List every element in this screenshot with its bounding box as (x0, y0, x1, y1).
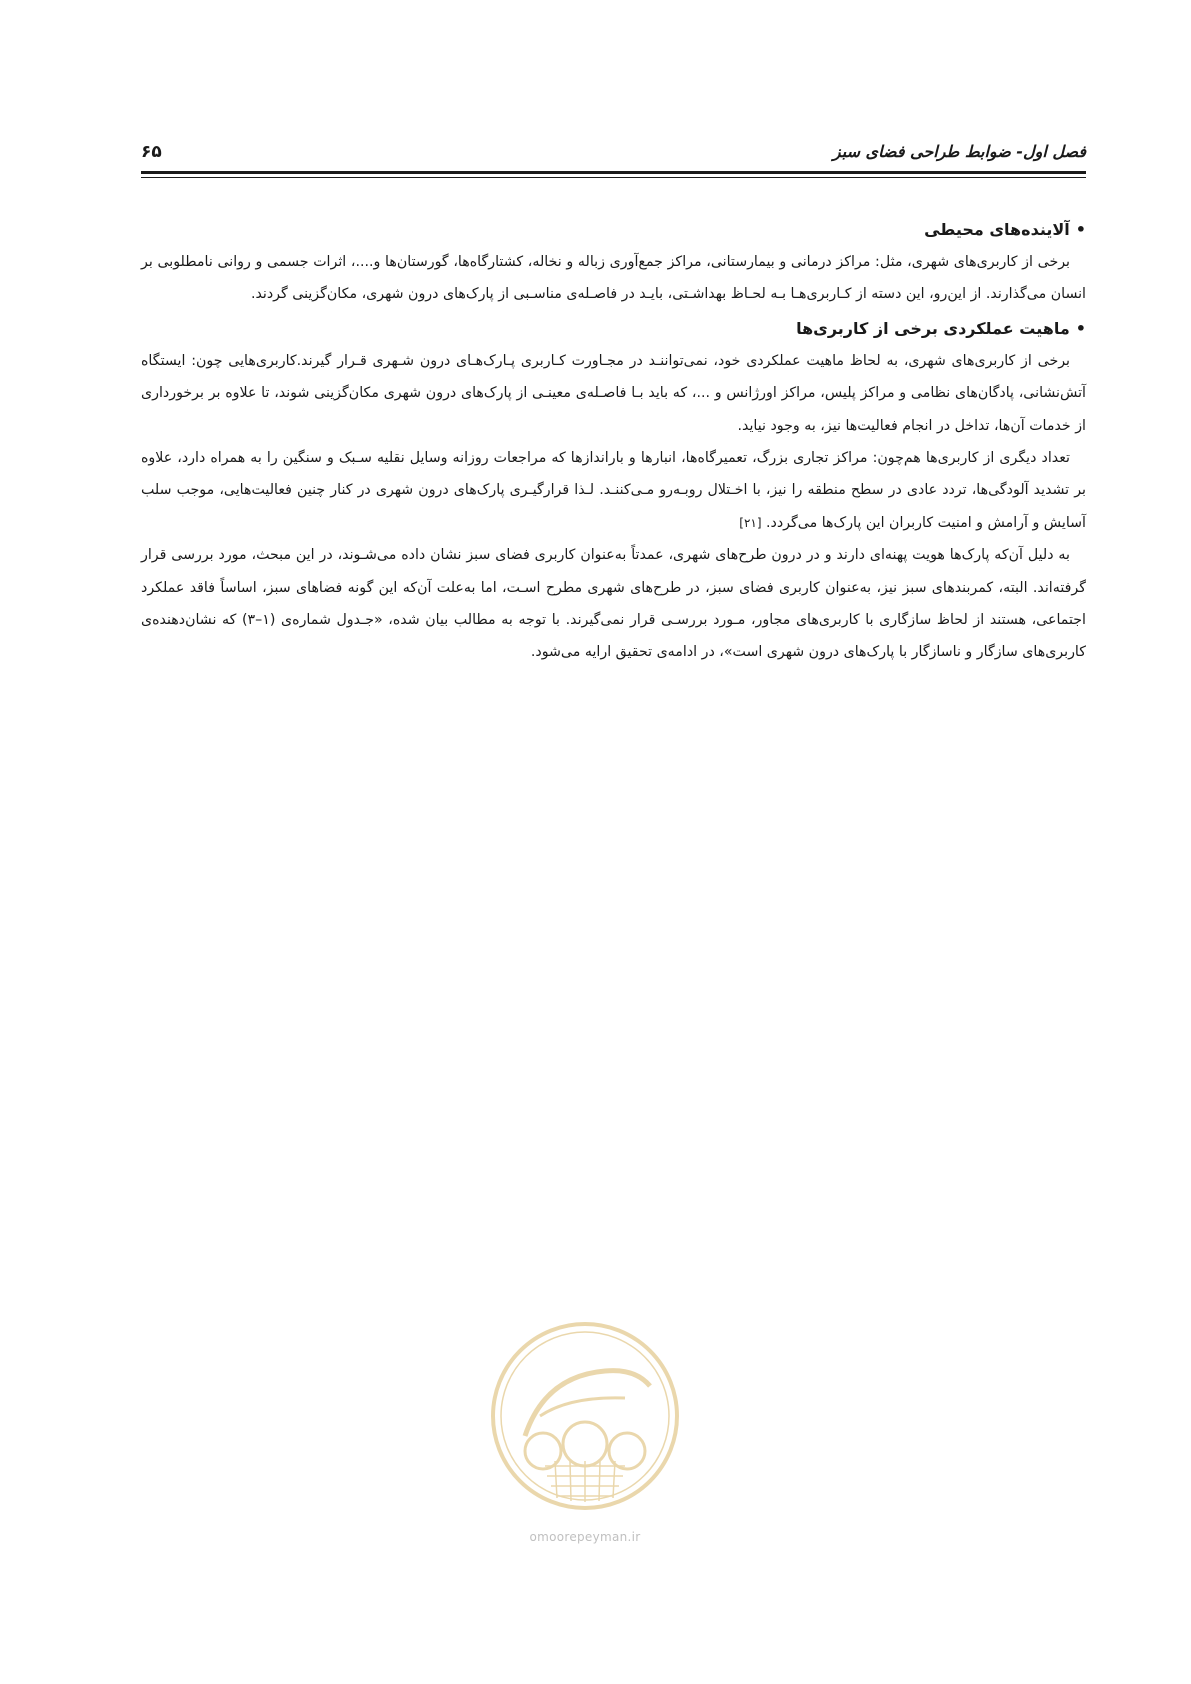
header-rule-thin (141, 177, 1086, 178)
header-rule-thick (141, 171, 1086, 174)
watermark-caption: omoorepeyman.ir (529, 1530, 641, 1544)
citation-reference: [۲۱] (739, 515, 762, 530)
omoorepeyman-logo-watermark (485, 1316, 685, 1516)
paragraph-text: تعداد دیگری از کاربری‌ها هم‌چون: مراکز تجاری بزرگ، تعمیرگاه‌ها، انبارها و باراندازها که مراجعات روزانه وسایل نقلیه سـبک و سنگین را به همراه دارد، علاوه بر تشدید آلودگی‌ها، تردد عادی در سطح منطقه را نیز، با اخـتلال روبـه‌رو مـی‌کننـد. لـذا قرارگیـری پارک‌های درون شهری در کنار چنین فعالیت‌هایی، موجب سلب آسایش و آرامش و امنیت کاربران این پارک‌ها می‌گردد. (141, 450, 1086, 531)
section-heading-functional-nature (141, 313, 1086, 345)
section-heading-pollutants (141, 214, 1086, 246)
section-heading-text: ماهیت عملکردی برخی از کاربری‌ها (796, 318, 1070, 338)
page-header (141, 140, 1086, 170)
paragraph: به دلیل آن‌که پارک‌ها هویت پهنه‌ای دارند و در درون طرح‌های شهری، عمدتاً به‌عنوان کاربری فضای سبز نشان داده می‌شـوند، در این مبحث، مورد بررسی قرار گرفته‌اند. البته، کمربندهای سبز نیز، به‌عنوان کاربری فضای سبز، در طرح‌های شهری مطرح اسـت، اما به‌علت آن‌که این گونه فضاهای سبز، اساساً فاقد عملکرد اجتماعی، هستند از لحاظ سازگاری با کاربری‌های مجاور، مـورد بررسـی قرار نمی‌گیرند. با توجه به مطالب بیان شده، «جـدول شماره‌ی (۱–۳) که نشان‌دهنده‌ی کاربری‌های سازگار و ناسازگار با پارک‌های درون شهری است»، در ادامه‌ی تحقیق ارایه می‌شود. (141, 547, 1086, 661)
section-heading-text: آلاینده‌های محیطی (924, 220, 1070, 239)
paragraph: برخی از کاربری‌های شهری، به لحاظ ماهیت عملکردی خود، نمی‌تواننـد در مجـاورت کـاربری پـارک‌هـای درون شـهری قـرار گیرند.کاربری‌هایی چون: ایستگاه آتش‌نشانی، پادگان‌های نظامی و مراکز پلیس، مراکز اورژانس و ...، که باید بـا فاصـله‌ی معینـی از پارک‌های درون شهری مکان‌گزینی شوند، تا علاوه بر برخورداری از خدمات آن‌ها، تداخل در انجام فعالیت‌ها نیز، به وجود نیاید. (141, 352, 1086, 434)
paragraph (141, 442, 1086, 539)
paragraph: برخی از کاربری‌های شهری، مثل: مراکز درمانی و بیمارستانی، مراکز جمع‌آوری زباله و نخاله، کشتارگاه‌ها، گورستان‌ها و....، اثرات جسمی و روانی نامطلوبی بر انسان می‌گذارند. از این‌رو، این دسته از کـاربری‌هـا بـه لحـاظ بهداشـتی، بایـد در فاصـله‌ی مناسـبی از پارک‌های درون شهری، مکان‌گزینی گردند. (141, 254, 1086, 303)
page-number: ۶۵ (141, 142, 162, 162)
bullet-icon: • (1075, 318, 1086, 338)
chapter-title: فصل اول- ضوابط طراحی فضای سبز (832, 142, 1086, 161)
body-content (141, 214, 1086, 669)
bullet-icon: • (1075, 220, 1086, 239)
